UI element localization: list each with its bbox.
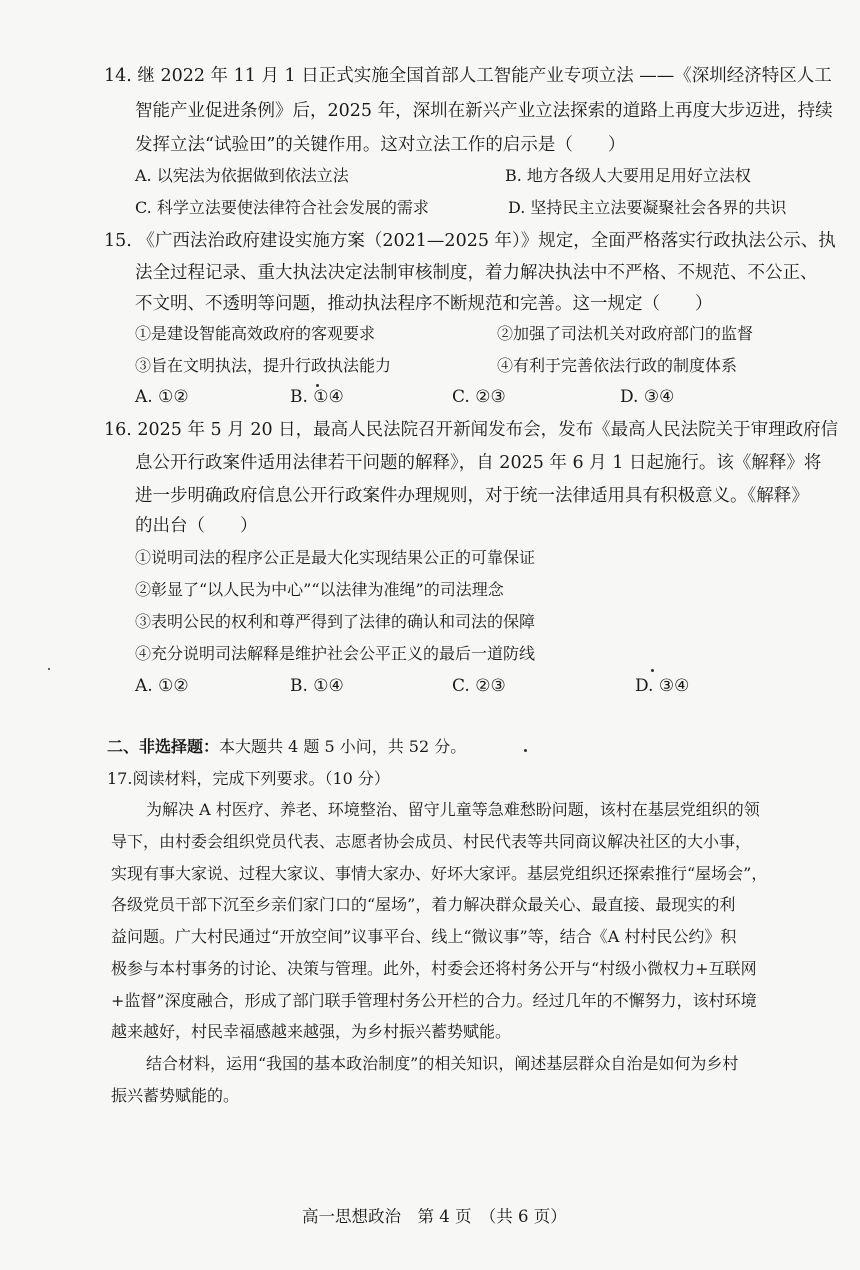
section-2-heading: 二、非选择题：: [107, 737, 220, 756]
q14-option-b: B. 地方各级人大要用足用好立法权: [505, 166, 751, 185]
q14-option-a: A. 以宪法为依据做到依法立法: [135, 166, 349, 185]
q16-stem-line: 进一步明确政府信息公开行政案件办理规则，对于统一法律适用具有积极意义。《解释》: [135, 486, 809, 506]
section-2-header: [107, 739, 466, 755]
q15-stem-line: 15. 《广西法治政府建设实施方案（2021—2025 年）》规定，全面严格落实行政执法公示、执: [104, 231, 836, 251]
q15-option-c: C. ②③: [452, 387, 506, 407]
q17-material-line: +监督”深度融合，形成了部门联手管理村务公开栏的合力。经过几年的不懈努力，该村环境: [111, 991, 757, 1010]
q16-option-d: D. ③④: [635, 676, 690, 696]
q16-statement-3: ③表明公民的权利和尊严得到了法律的确认和司法的保障: [135, 612, 536, 631]
q14-option-c: C. 科学立法要使法律符合社会发展的需求: [135, 198, 429, 217]
q17-material-line: 越来越好，村民幸福感越来越强，为乡村振兴蓄势赋能。: [111, 1022, 512, 1041]
q14-stem-line: 智能产业促进条例》后，2025 年，深圳在新兴产业立法探索的道路上再度大步迈进，持续: [135, 101, 833, 121]
scan-speck: [48, 668, 50, 670]
q14-stem-line: 发挥立法“试验田”的关键作用。这对立法工作的启示是（ ）: [135, 135, 626, 155]
q16-option-b: B. ①④: [290, 676, 344, 696]
q15-statement-2: ②加强了司法机关对政府部门的监督: [497, 324, 754, 343]
q17-material-line: 极参与本村事务的讨论、决策与管理。此外，村委会还将村务公开与“村级小微权力+互联网: [111, 959, 757, 978]
q16-statement-2: ②彰显了“以人民为中心”“以法律为准绳”的司法理念: [135, 580, 504, 599]
q16-option-a: A. ①②: [135, 676, 189, 696]
page-footer: 高一思想政治 第 4 页 （共 6 页）: [302, 1207, 567, 1226]
section-2-description: 本大题共 4 题 5 小问，共 52 分。: [219, 737, 467, 756]
q17-material-line: 为解决 A 村医疗、养老、环境整治、留守儿童等急难愁盼问题，该村在基层党组织的领: [146, 800, 760, 819]
q16-statement-1: ①说明司法的程序公正是最大化实现结果公正的可靠保证: [135, 548, 536, 567]
q17-material-line: 益问题。广大村民通过“开放空间”议事平台、线上“微议事”等，结合《A 村村民公约》积: [111, 927, 737, 946]
q16-stem-line: 16. 2025 年 5 月 20 日，最高人民法院召开新闻发布会，发布《最高人民法院关于审理政府信: [104, 420, 839, 440]
scan-speck: [651, 669, 654, 672]
q16-stem-line: 息公开行政案件适用法律若干问题的解释》，自 2025 年 6 月 1 日起施行。该《解释》将: [135, 453, 822, 473]
q17-material-line: 各级党员干部下沉至乡亲们家门口的“屋场”，着力解决群众最关心、最直接、最现实的利: [111, 895, 736, 914]
q14-option-d: D. 坚持民主立法要凝聚社会各界的共识: [508, 198, 787, 217]
q16-statement-4: ④充分说明司法解释是维护社会公平正义的最后一道防线: [135, 644, 536, 663]
q17-title: 17.阅读材料，完成下列要求。（10 分）: [107, 769, 390, 788]
q15-option-b: B. ①④: [290, 387, 344, 407]
q15-option-d: D. ③④: [620, 387, 675, 407]
q15-statement-4: ④有利于完善依法行政的制度体系: [497, 356, 738, 375]
q17-material-line: 实现有事大家说、过程大家议、事情大家办、好坏大家评。基层党组织还探索推行“屋场会”，: [111, 864, 768, 883]
scan-speck: [524, 749, 527, 752]
q17-question-line: 振兴蓄势赋能的。: [111, 1086, 240, 1105]
scan-speck: [316, 384, 319, 387]
q15-stem-line: 法全过程记录、重大执法决定法制审核制度，着力解决执法中不严格、不规范、不公正、: [135, 263, 818, 283]
q15-statement-1: ①是建设智能高效政府的客观要求: [135, 324, 376, 343]
q15-statement-3: ③旨在文明执法，提升行政执法能力: [135, 356, 392, 375]
q16-stem-line: 的出台（ ）: [135, 516, 258, 536]
q15-stem-line: 不文明、不透明等问题，推动执法程序不断规范和完善。这一规定（ ）: [135, 294, 713, 314]
q15-option-a: A. ①②: [135, 387, 189, 407]
q17-question-line: 结合材料，运用“我国的基本政治制度”的相关知识，阐述基层群众自治是如何为乡村: [146, 1054, 739, 1073]
q16-option-c: C. ②③: [452, 676, 506, 696]
q17-material-line: 导下，由村委会组织党员代表、志愿者协会成员、村民代表等共同商议解决社区的大小事，: [111, 832, 752, 851]
q14-stem-line: 14. 继 2022 年 11 月 1 日正式实施全国首部人工智能产业专项立法 ——《深圳经济特区人工: [104, 66, 832, 86]
